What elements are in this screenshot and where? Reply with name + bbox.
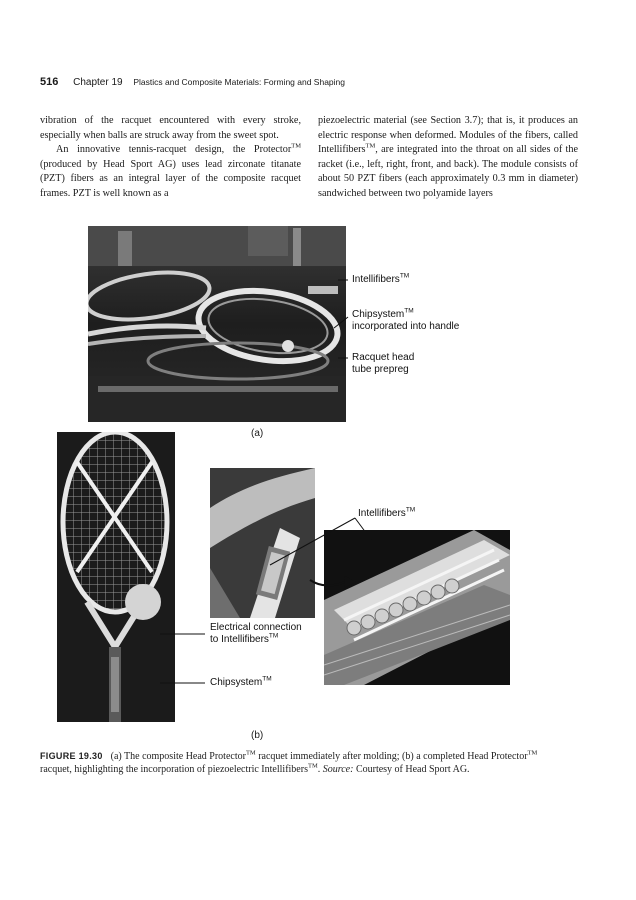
tm-mark: TM [365,142,376,150]
label-text: Electrical connection [210,622,302,633]
right-column [318,114,578,202]
left-paragraph-2 [40,143,301,201]
chapter-title: Plastics and Composite Materials: Forming and Shaping [133,77,346,87]
tm-mark: TM [527,749,538,757]
label-text: to Intellifibers [210,634,269,645]
caption-text: racquet, highlighting the incorporation of piezoelectric Intellifibers [40,764,308,776]
tm-mark: TM [399,272,410,280]
fig-a-label-racquet-head [352,352,414,376]
tm-mark: TM [405,506,416,514]
left-paragraph-1: vibration of the racquet encountered with every stroke, especially when balls are struck away from the sweet spot. [40,115,301,141]
text-span: , are integrated into the throat on all sides of the racket (i.e., left, right, front, and back). The module consists of about 50 PZT fibers (each approximately 0.3 mm in diameter) sandwiched between two polyamide layers [318,144,578,199]
figure-id: FIGURE 19.30 [40,751,103,761]
fig-a-label-chipsystem [352,309,459,333]
page-number: 516 [40,76,59,88]
tm-mark: TM [291,142,301,150]
label-text: Racquet head [352,352,415,363]
right-paragraph-1 [318,114,578,202]
fig-b-label-intellifibers [358,508,415,520]
label-text: Intellifibers [352,274,400,285]
label-text: tube prepreg [352,364,409,375]
tm-mark: TM [268,632,279,640]
label-text: Chipsystem [210,677,263,688]
figure-b-racquet-photo [57,432,175,722]
fig-b-label-electrical-connection [210,622,302,646]
tm-mark: TM [262,675,272,683]
fig-a-label-intellifibers [352,274,409,286]
figure-caption [40,750,560,777]
left-column [40,114,301,202]
label-text: Chipsystem [352,309,405,320]
tm-mark: TM [245,749,256,757]
tm-mark: TM [404,307,414,315]
source-label: Source: [322,764,354,776]
text-span: (produced by Head Sport AG) uses lead zirconate titanate (PZT) fibers as an integral layer of the composite racquet frames. PZT is well known as a [40,158,301,199]
running-header [40,76,345,88]
label-text: incorporated into handle [352,321,460,332]
caption-text: (a) The composite Head Protector [110,751,246,762]
label-text: Intellifibers [358,508,406,519]
chapter-label: Chapter 19 [73,77,123,88]
figure-a-sublabel: (a) [251,428,264,439]
figure-b-leaders [160,500,390,700]
figure-b-sublabel: (b) [251,730,264,741]
figure-a-photo [88,226,346,422]
tm-mark: TM [307,763,318,771]
text-span: piezoelectric material (see Section 3.7); that is, it produces an electric response when deformed. Modules of the fibers, called Intellifibers [318,115,578,156]
caption-text: racquet immediately after molding; (b) a completed Head Protector [255,751,528,762]
caption-text: Courtesy of Head Sport AG. [353,764,470,776]
text-span: An innovative tennis-racquet design, the Protector [56,144,292,156]
caption-text: . [317,764,323,776]
fig-b-label-chipsystem [210,677,272,689]
